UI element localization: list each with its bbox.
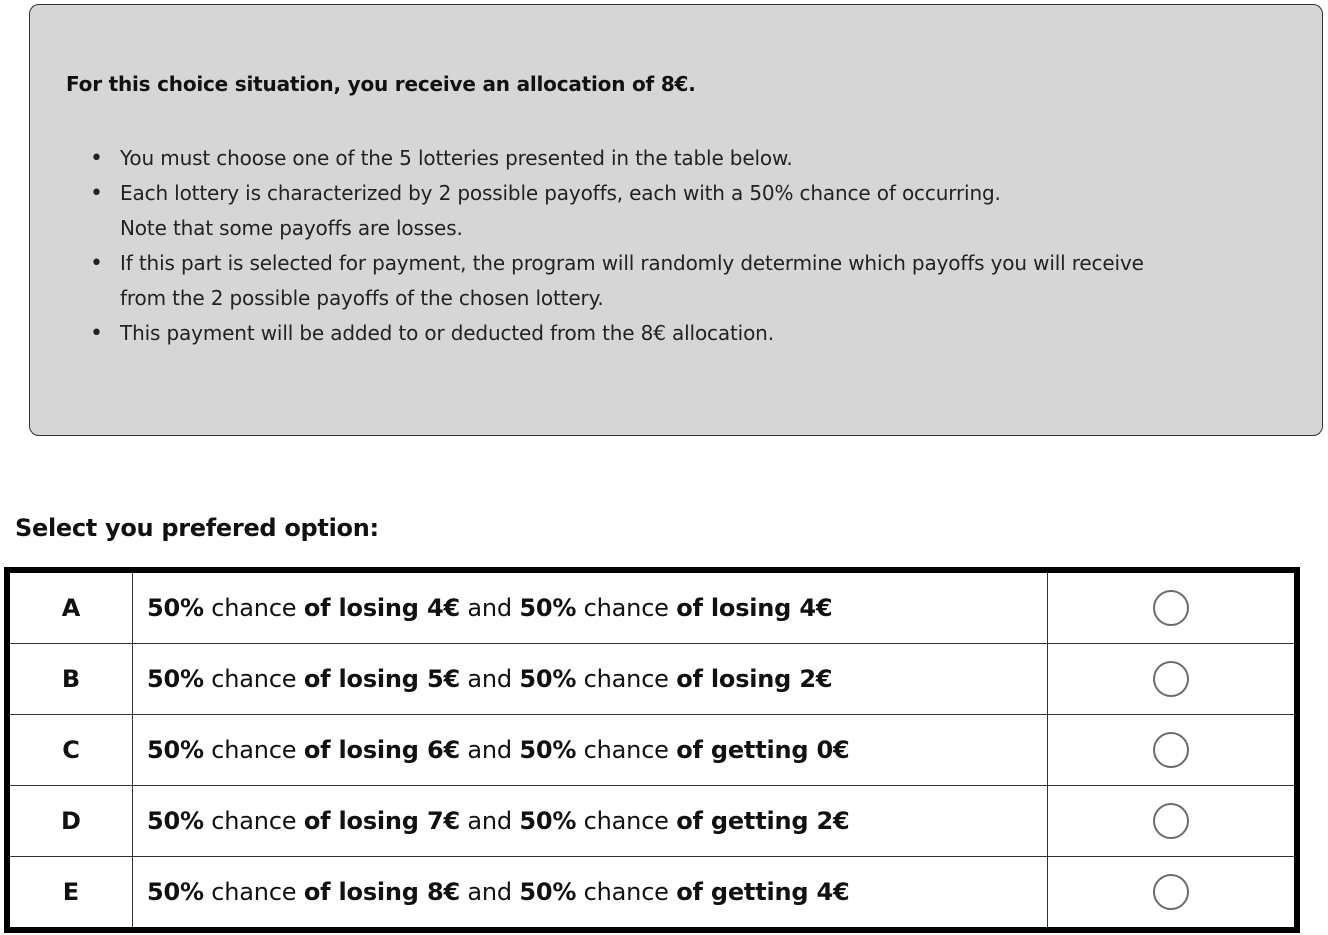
rule-line: This payment will be added to or deducted from the 8€ allocation.	[120, 321, 774, 345]
rule-item	[90, 316, 1270, 351]
option-description: 50% chance of losing 4€ and 50% chance of losing 4€	[133, 570, 1048, 644]
rule-item	[90, 176, 1270, 246]
option-row-e[interactable]	[7, 857, 1297, 931]
rule-line: You must choose one of the 5 lotteries presented in the table below.	[120, 146, 793, 170]
lottery-options-table	[4, 567, 1300, 933]
option-c-radio[interactable]	[1153, 732, 1189, 768]
option-description: 50% chance of losing 7€ and 50% chance of getting 2€	[133, 786, 1048, 857]
rules-list	[90, 141, 1270, 351]
bullet-icon: •	[90, 251, 103, 276]
option-row-b[interactable]	[7, 644, 1297, 715]
bullet-icon: •	[90, 321, 103, 346]
option-description: 50% chance of losing 8€ and 50% chance of getting 4€	[133, 857, 1048, 931]
option-description: 50% chance of losing 5€ and 50% chance of losing 2€	[133, 644, 1048, 715]
rule-line: Each lottery is characterized by 2 possible payoffs, each with a 50% chance of occurring.	[120, 181, 1001, 205]
option-b-radio[interactable]	[1153, 661, 1189, 697]
option-e-radio[interactable]	[1153, 874, 1189, 910]
selection-prompt: Select you prefered option:	[15, 514, 379, 542]
rule-item	[90, 246, 1270, 316]
rule-line: Note that some payoffs are losses.	[120, 216, 463, 240]
rule-item	[90, 141, 1270, 176]
bullet-icon: •	[90, 181, 103, 206]
allocation-heading: For this choice situation, you receive an allocation of 8€.	[66, 72, 696, 96]
rule-line: from the 2 possible payoffs of the chosen lottery.	[120, 286, 604, 310]
option-letter: A	[7, 570, 133, 644]
option-a-radio[interactable]	[1153, 590, 1189, 626]
option-row-d[interactable]	[7, 786, 1297, 857]
option-letter: D	[7, 786, 133, 857]
option-description: 50% chance of losing 6€ and 50% chance of getting 0€	[133, 715, 1048, 786]
option-letter: E	[7, 857, 133, 931]
option-row-c[interactable]	[7, 715, 1297, 786]
rule-line: If this part is selected for payment, the program will randomly determine which payoffs you will receive	[120, 251, 1144, 275]
option-letter: C	[7, 715, 133, 786]
option-letter: B	[7, 644, 133, 715]
option-d-radio[interactable]	[1153, 803, 1189, 839]
option-row-a[interactable]	[7, 570, 1297, 644]
bullet-icon: •	[90, 146, 103, 171]
